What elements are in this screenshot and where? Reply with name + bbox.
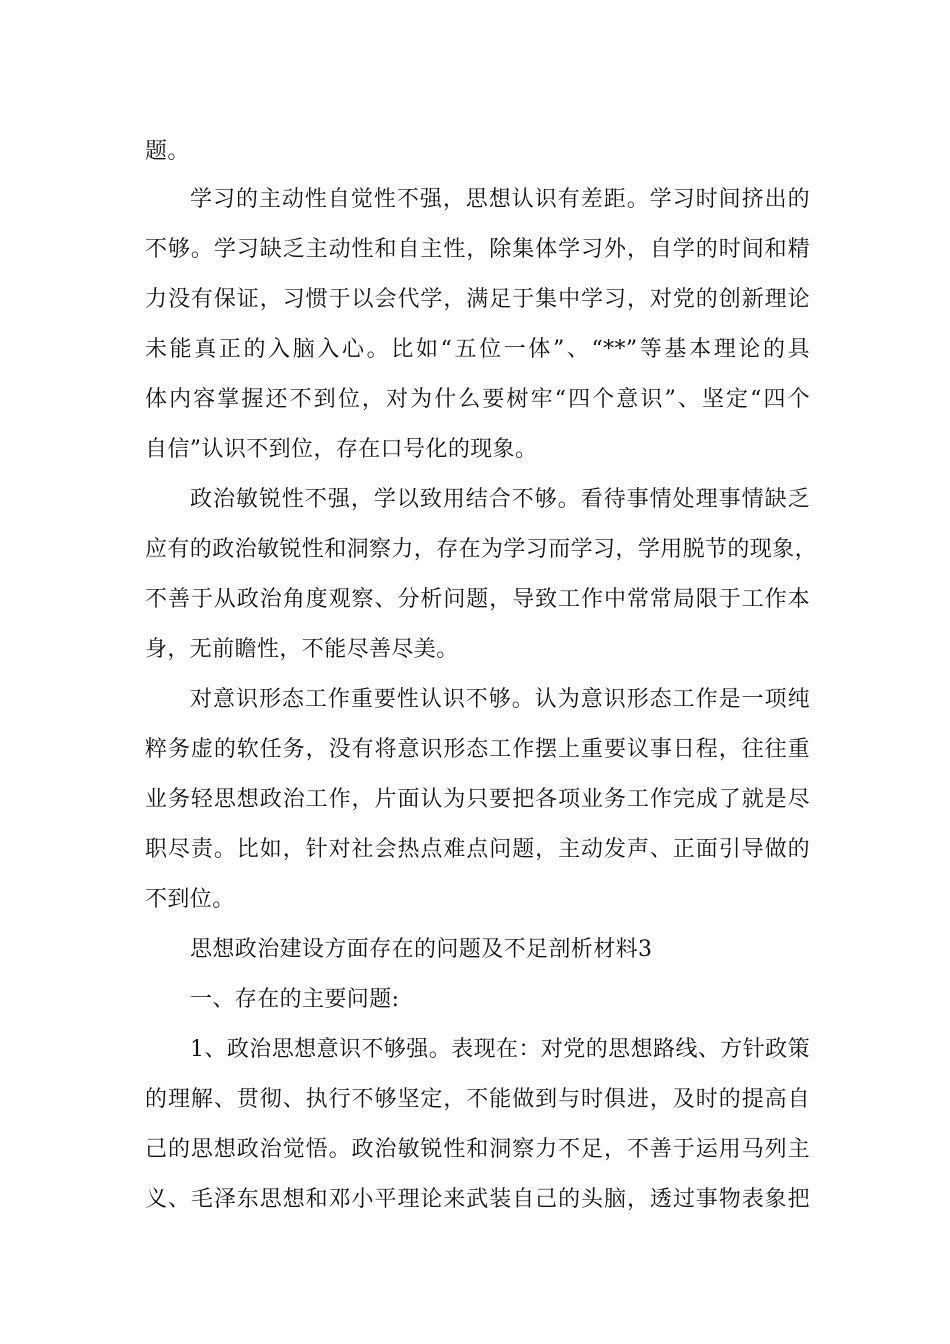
paragraph-study-line-2: 不够。学习缺乏主动性和自主性，除集体学习外，自学的时间和精 bbox=[145, 237, 810, 262]
paragraph-item1-line-3: 己的思想政治觉悟。政治敏锐性和洞察力不足，不善于运用马列主 bbox=[145, 1137, 810, 1162]
paragraph-item1-line-4: 义、毛泽东思想和邓小平理论来武装自己的头脑，透过事物表象把 bbox=[145, 1187, 810, 1212]
paragraph-item1-line-1: 1、政治思想意识不够强。表现在：对党的思想路线、方针政策 bbox=[190, 1037, 810, 1062]
paragraph-study-line-6: 自信”认识不到位，存在口号化的现象。 bbox=[145, 437, 538, 462]
paragraph-study-line-3: 力没有保证，习惯于以会代学，满足于集中学习，对党的创新理论 bbox=[145, 287, 810, 312]
paragraph-item1-line-2: 的理解、贯彻、执行不够坚定，不能做到与时俱进，及时的提高自 bbox=[145, 1087, 810, 1112]
paragraph-political-line-4: 身，无前瞻性，不能尽善尽美。 bbox=[145, 637, 459, 662]
paragraph-ideology-line-3: 业务轻思想政治工作，片面认为只要把各项业务工作完成了就是尽 bbox=[145, 787, 810, 812]
paragraph-study-line-5: 体内容掌握还不到位，对为什么要树牢“四个意识”、坚定“四个 bbox=[145, 387, 810, 412]
paragraph-study-line-4: 未能真正的入脑入心。比如“五位一体”、“**”等基本理论的具 bbox=[145, 337, 810, 362]
paragraph-political-line-2: 应有的政治敏锐性和洞察力，存在为学习而学习，学用脱节的现象， bbox=[145, 537, 818, 562]
section-heading-main-problems: 一、存在的主要问题: bbox=[190, 987, 400, 1012]
paragraph-political-line-1: 政治敏锐性不强，学以致用结合不够。看待事情处理事情缺乏 bbox=[190, 487, 810, 512]
paragraph-ideology-line-1: 对意识形态工作重要性认识不够。认为意识形态工作是一项纯 bbox=[190, 687, 810, 712]
paragraph-ideology-line-4: 职尽责。比如，针对社会热点难点问题，主动发声、正面引导做的 bbox=[145, 837, 810, 862]
paragraph-ideology-line-5: 不到位。 bbox=[145, 887, 235, 912]
paragraph-political-line-3: 不善于从政治角度观察、分析问题，导致工作中常常局限于工作本 bbox=[145, 587, 810, 612]
paragraph-ideology-line-2: 粹务虚的软任务，没有将意识形态工作摆上重要议事日程，往往重 bbox=[145, 737, 810, 762]
text-line-1: 题。 bbox=[145, 139, 190, 164]
section-title: 思想政治建设方面存在的问题及不足剖析材料3 bbox=[190, 937, 653, 962]
paragraph-study-line-1: 学习的主动性自觉性不强，思想认识有差距。学习时间挤出的 bbox=[190, 187, 810, 212]
